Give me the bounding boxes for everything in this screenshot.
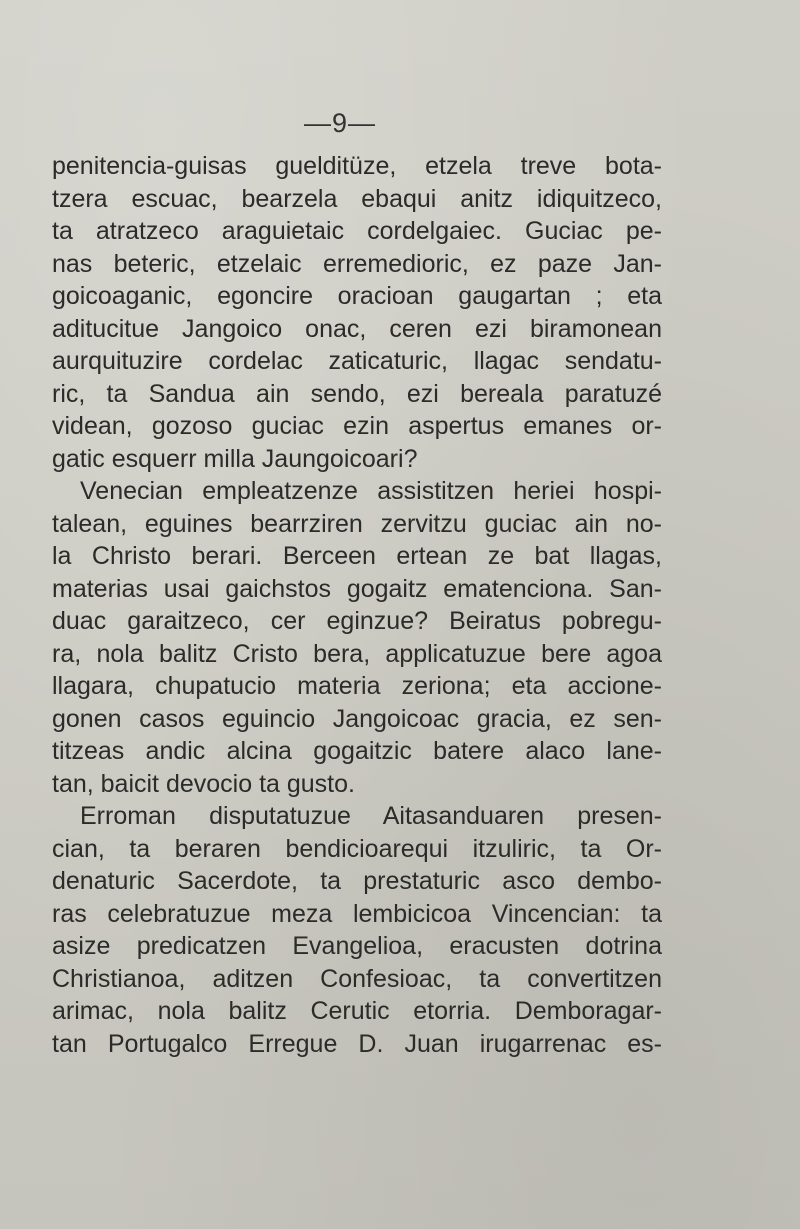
text-line: nas beteric, etzelaic erremedioric, ez paze Jan- bbox=[52, 249, 662, 278]
text-line: tzera escuac, bearzela ebaqui anitz idiquitzeco, bbox=[52, 184, 662, 213]
text-line: llagara, chupatucio materia zeriona; eta accione- bbox=[52, 672, 662, 700]
text-line: denaturic Sacerdote, ta prestaturic asco dembo- bbox=[52, 867, 662, 895]
text-line: Erroman disputatuzue Aitasanduaren presen- bbox=[80, 802, 662, 830]
text-line: ra, nola balitz Cristo bera, applicatuzue bere agoa bbox=[52, 639, 662, 668]
text-line: la Christo berari. Berceen ertean ze bat llagas, bbox=[52, 542, 662, 570]
text-line: tan Portugalco Erregue D. Juan irugarrenac es- bbox=[52, 1029, 662, 1058]
text-line: tan, baicit devocio ta gusto. bbox=[52, 769, 355, 798]
text-line: goicoaganic, egoncire oracioan gaugartan ; eta bbox=[52, 282, 662, 310]
text-line: ta atratzeco araguietaic cordelgaiec. Guciac pe- bbox=[52, 217, 662, 245]
text-line: videan, gozoso guciac ezin aspertus emanes or- bbox=[52, 412, 662, 440]
text-line: asize predicatzen Evangelioa, eracusten dotrina bbox=[52, 932, 662, 960]
text-line: Christianoa, aditzen Confesioac, ta convertitzen bbox=[52, 964, 662, 993]
text-line: aurquituzire cordelac zaticaturic, llagac sendatu- bbox=[52, 347, 662, 375]
text-line: aditucitue Jangoico onac, ceren ezi biramonean bbox=[52, 314, 662, 343]
text-line: materias usai gaichstos gogaitz ematenciona. San- bbox=[52, 574, 662, 603]
text-line: cian, ta beraren bendicioarequi itzuliric, ta Or- bbox=[52, 834, 662, 863]
text-line: arimac, nola balitz Cerutic etorria. Demboragar- bbox=[52, 997, 662, 1025]
page-number: —9— bbox=[303, 108, 377, 138]
text-line: talean, eguines bearrziren zervitzu guciac ain no- bbox=[52, 509, 662, 538]
text-line: Venecian empleatzenze assistitzen heriei hospi- bbox=[80, 477, 662, 505]
text-line: gatic esquerr milla Jaungoicoari? bbox=[52, 444, 418, 473]
text-line: duac garaitzeco, cer eginzue? Beiratus pobregu- bbox=[52, 607, 662, 635]
text-line: penitencia-guisas guelditüze, etzela treve bota- bbox=[52, 152, 662, 180]
text-line: gonen casos eguincio Jangoicoac gracia, ez sen- bbox=[52, 704, 662, 733]
text-line: ras celebratuzue meza lembicicoa Vincencian: ta bbox=[52, 899, 662, 928]
body-text bbox=[52, 150, 662, 1060]
text-line: ric, ta Sandua ain sendo, ezi bereala paratuzé bbox=[52, 379, 662, 408]
text-line: titzeas andic alcina gogaitzic batere alaco lane- bbox=[52, 737, 662, 765]
